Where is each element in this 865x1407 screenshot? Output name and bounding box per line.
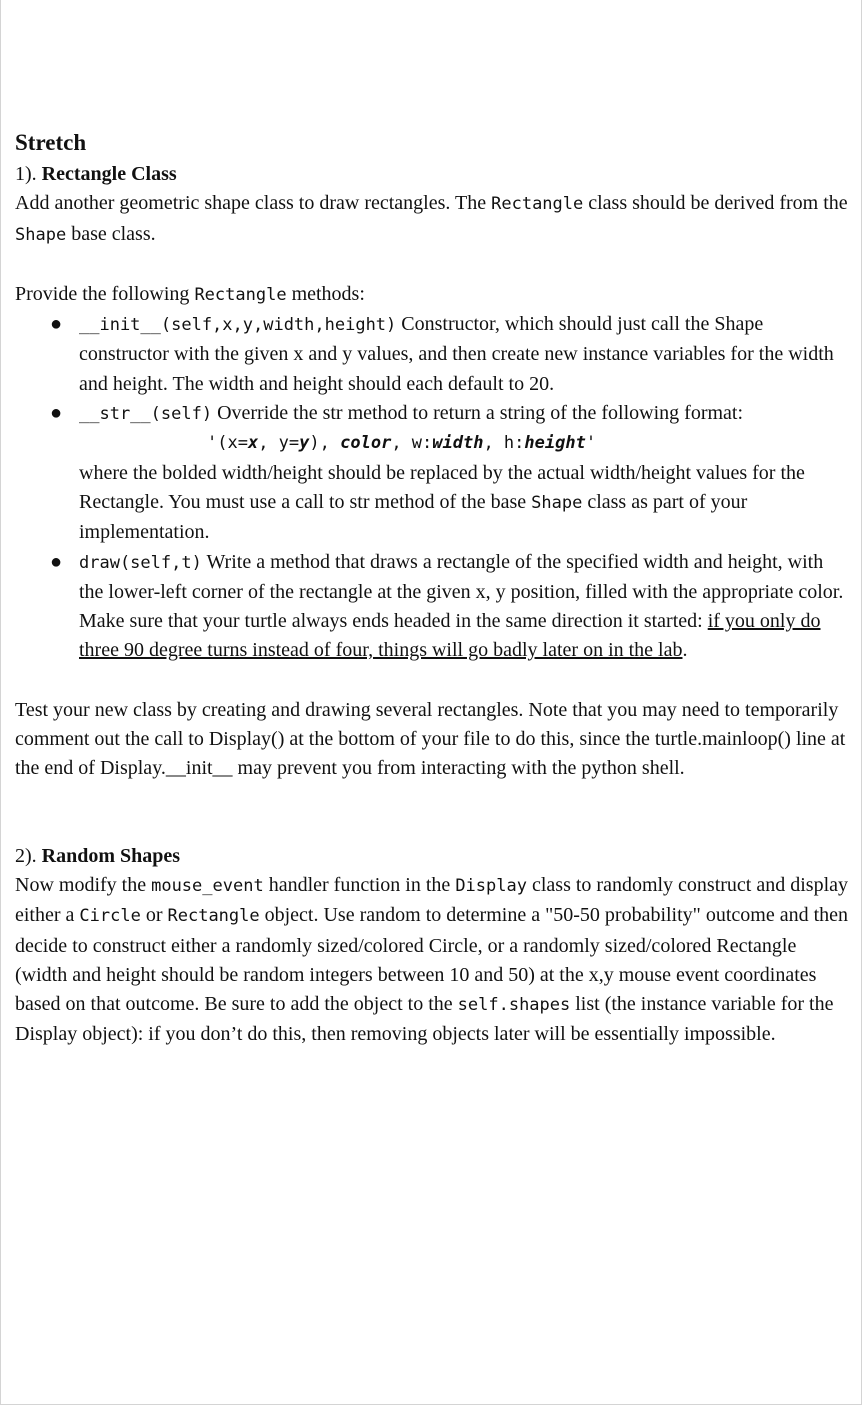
test-paragraph: Test your new class by creating and drawing several rectangles. Note that you may need to temporarily comment out the call to Display() at the bottom of your file to do this, since the turtle.mainloop() line at the end of Display.__init__ may prevent you from interacting with the python shell. [15,698,846,780]
bullet-str [15,399,851,547]
fmt-part: , y= [258,433,300,454]
s2-text: Now modify the [15,873,152,896]
fmt-x: x [247,433,259,454]
fmt-part: '(x= [207,433,248,454]
provide-text-b: methods: [286,282,365,305]
section2-title [15,842,851,871]
fmt-y: y [299,433,310,454]
bullet-dot: ● [50,550,63,573]
intro-text-c: base class. [66,222,156,245]
bullet-dot: ● [50,402,63,425]
bullet-dot: ● [50,313,63,336]
s2-text: or [140,904,168,927]
section2-title-text: Random Shapes [41,844,181,867]
stretch-heading: Stretch [15,130,87,155]
section2-body [15,871,851,1050]
intro-text-b: class should be derived from the [583,192,848,215]
self-shapes-code: self.shapes [457,995,571,1016]
s2-text: class to randomly construct and display either a [15,873,849,927]
section2-number: 2). [15,844,42,867]
fmt-part: , w: [391,433,433,454]
provide-methods-line [15,280,851,310]
str-format-example [79,429,851,458]
bullet-draw [15,548,851,666]
fmt-part: , h: [483,433,525,454]
shape-code: Shape [15,224,67,245]
fmt-width: width [432,433,484,454]
draw-description: Write a method that draws a rectangle of the specified width and height, with the lower-left corner of the rectangle at the given x, y position, filled with the appropriate color. Make sure that your turtle always ends headed in the same direction it started: [79,550,844,633]
str-description: Override the str method to return a string of the following format: [212,402,744,425]
mouse-event-code: mouse_event [151,875,264,896]
display-code: Display [455,875,527,896]
draw-end: . [682,639,688,662]
s2-text: handler function in the [263,873,456,896]
fmt-height: height [524,433,586,454]
str-signature-code: __str__(self) [79,404,213,425]
bullet-init [15,310,851,399]
circle-code: Circle [79,906,141,927]
fmt-color: color [340,433,392,454]
str-continuation-a: where the bolded width/height should be replaced by the actual width/height values for the Rectangle. You must use a call to str method of the base [79,461,805,513]
fmt-part: ' [585,433,597,454]
section1-title-text: Rectangle Class [41,163,177,185]
init-signature-code: __init__(self,x,y,width,height) [79,315,397,336]
draw-warning-underlined: if you only do three 90 degree turns instead of four, things will go badly later on in the lab [79,610,821,662]
str-continuation-b: class as part of your implementation. [79,490,748,544]
section1-title [15,160,851,189]
section1-intro [15,189,851,250]
rectangle-code: Rectangle [491,194,584,215]
draw-signature-code: draw(self,t) [79,552,202,573]
rectangle-code: Rectangle [167,906,260,927]
str-shape-code: Shape [531,492,583,513]
fmt-part: ), [309,433,341,454]
provide-rectangle-code: Rectangle [194,284,287,305]
provide-text-a: Provide the following [15,282,195,305]
init-description: Constructor, which should just call the Shape constructor with the given x and y values, and then create new instance variables for the width and height. The width and height should each default to 20. [79,313,834,395]
intro-text-a: Add another geometric shape class to draw rectangles. The [15,192,492,215]
s2-text: list (the instance variable for the Display object): if you don’t do this, then removing objects later will be essentially impossible. [15,993,834,1046]
document-content [15,126,851,1050]
s2-text: object. Use random to determine a "50-50 probability" outcome and then decide to construct either a randomly sized/colored Circle, or a randomly sized/colored Rectangle (width and height should be random integers between 10 and 50) at the x,y mouse event coordinates based on that outcome. Be sure to add the object to the [15,904,849,1016]
section1-number: 1). [15,163,42,185]
